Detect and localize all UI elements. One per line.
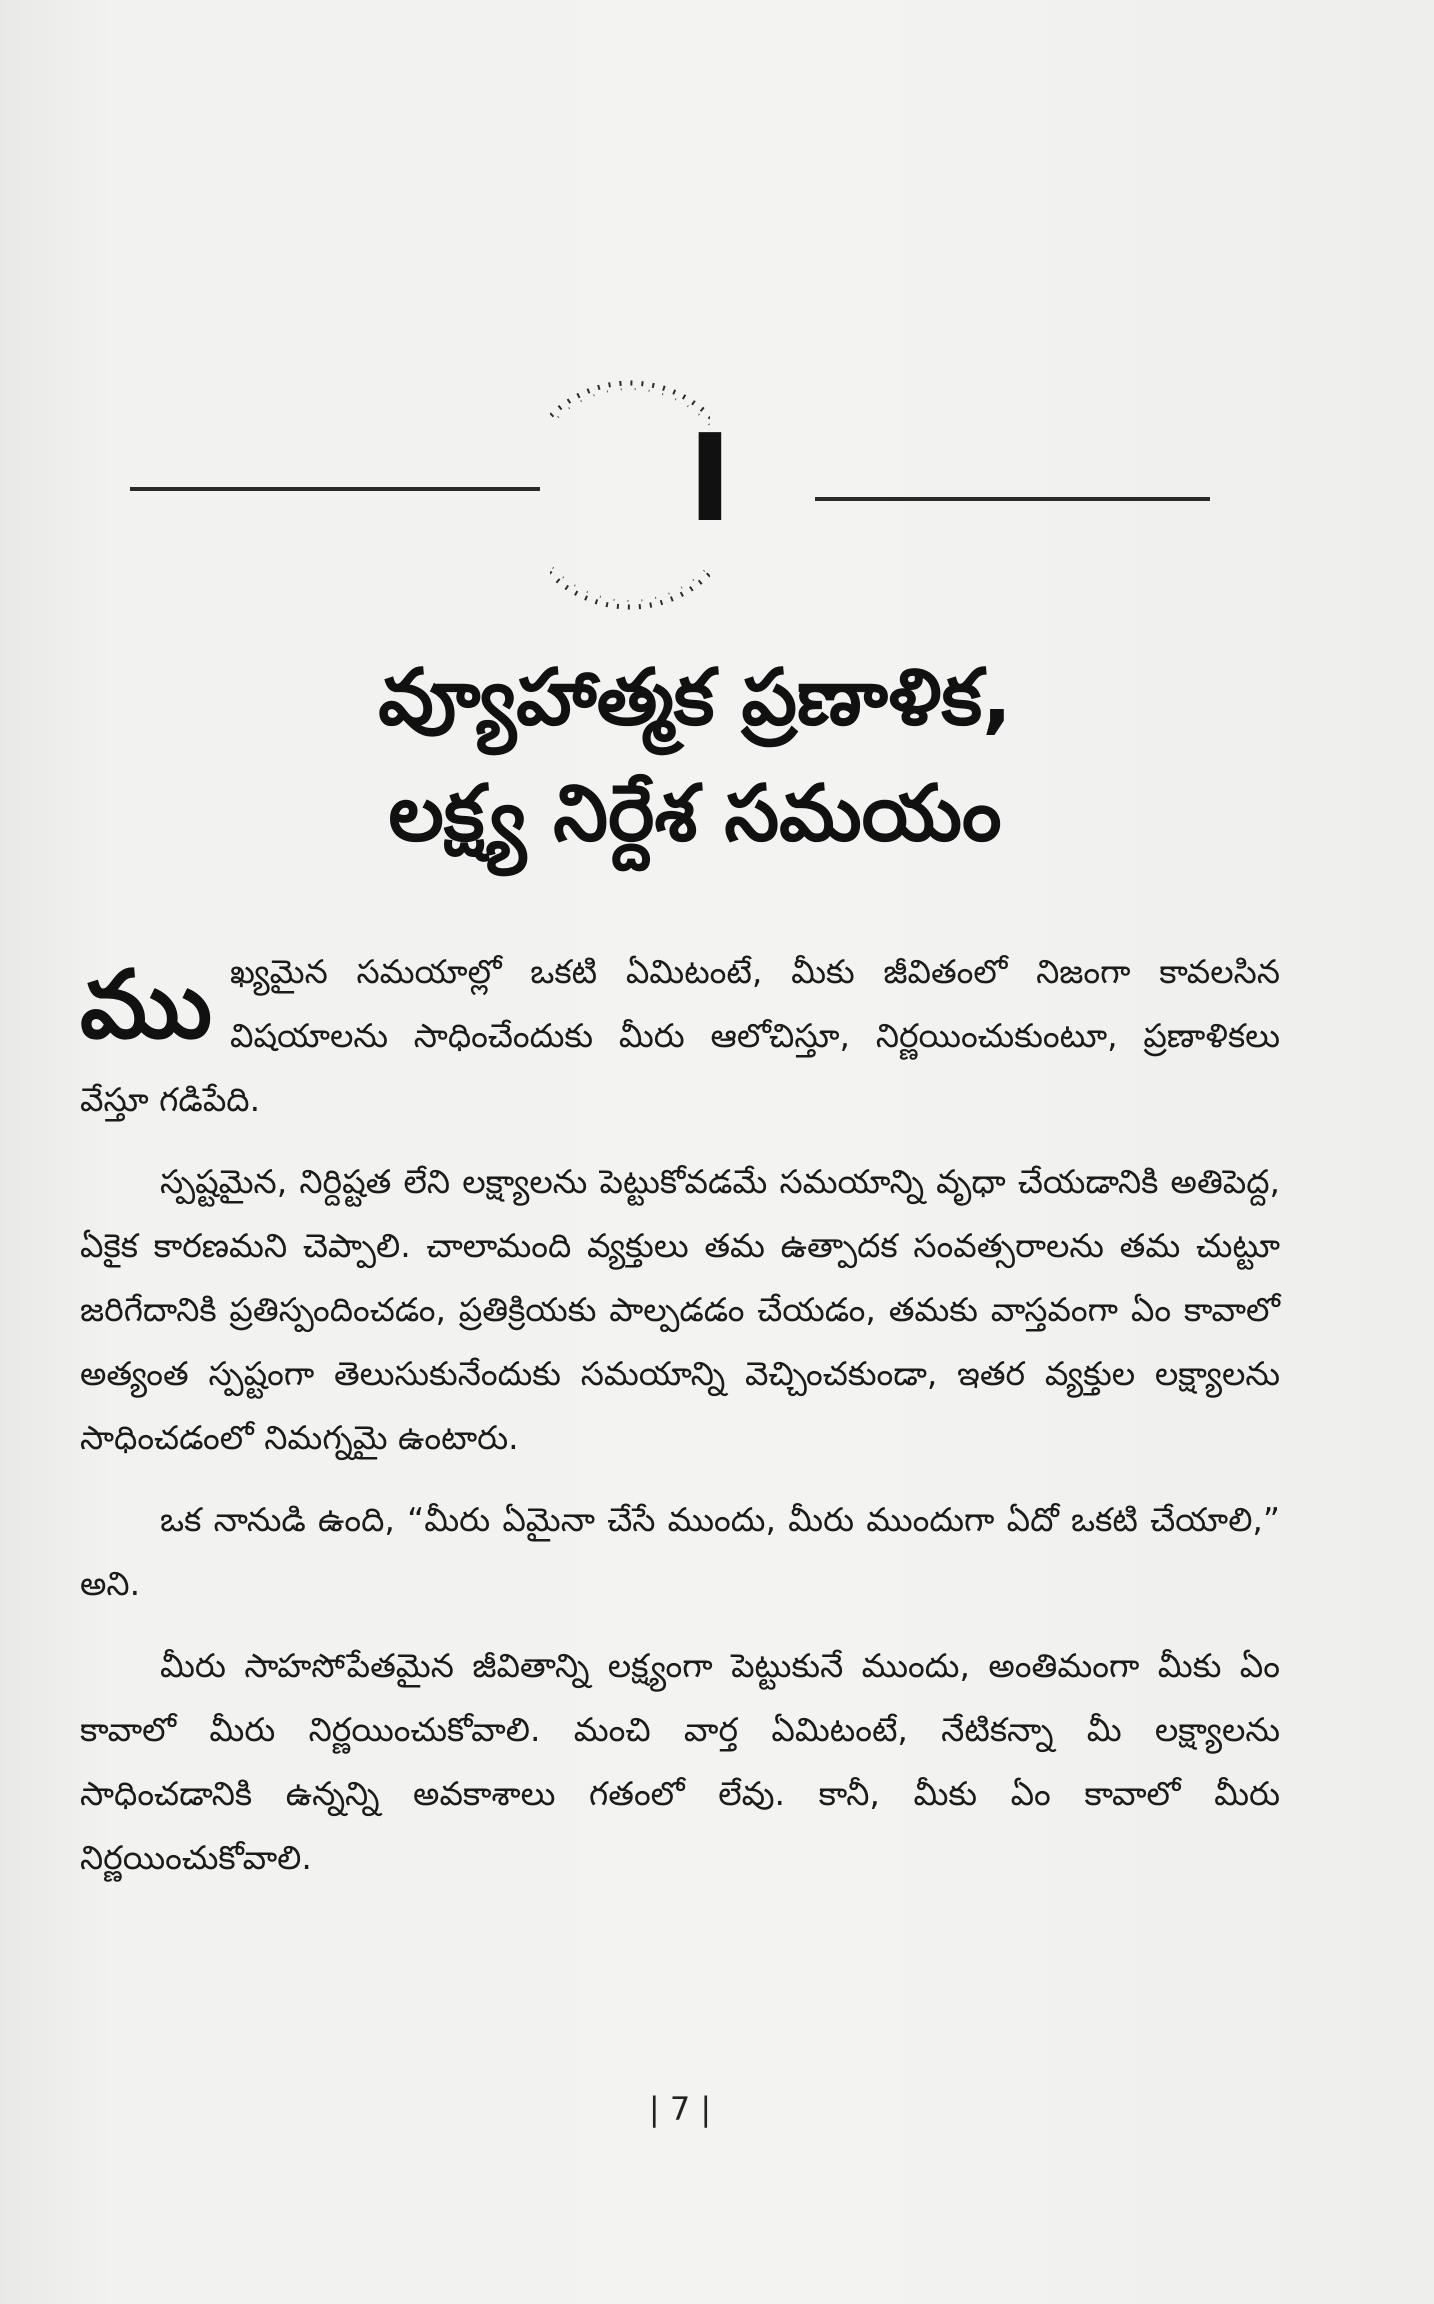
page-number: | 7 | [648,2090,712,2128]
chapter-title-line-1: వ్యూహాత్మక ప్రణాళిక, [378,653,1012,743]
paragraph-2: స్పష్టమైన, నిర్దిష్టత లేని లక్ష్యాలను పెట్టుకోవడమే సమయాన్ని వృధా చేయడానికి అతిపెద్ద, ఏకైక కారణమని చెప్పాలి. చాలామంది వ్యక్తులు తమ ఉత్పాదక సంవత్సరాలను తమ చుట్టూ జరిగేదానికి ప్రతిస్పందించడం, ప్రతిక్రియకు పాల్పడడం చేయడం, తమకు వాస్తవంగా ఏం కావాలో అత్యంత స్పష్టంగా తెలుసుకునేందుకు సమయాన్ని వెచ్చించకుండా, ఇతర వ్యక్తుల లక్ష్యాలను సాధించడంలో నిమగ్నమై ఉంటారు. [80,1162,1280,1457]
paragraph-3: ఒక నానుడి ఉంది, “మీరు ఏమైనా చేసే ముందు, మీరు ముందుగా ఏదో ఒకటి చేయాలి,” అని. [80,1500,1280,1603]
ornament-rule-left [130,487,540,491]
ornament-rule-right [815,497,1210,501]
chapter-body [80,940,1280,1908]
chapter-title-line-2: లక్ష్య నిర్దేశ సమయం [388,769,1002,859]
paragraph-4: మీరు సాహసోపేతమైన జీవితాన్ని లక్ష్యంగా పెట్టుకునే ముందు, అంతిమంగా మీకు ఏం కావాలో మీరు నిర్ణయించుకోవాలి. మంచి వార్త ఏమిటంటే, నేటికన్నా మీ లక్ష్యాలను సాధించడానికి ఉన్నన్ని అవకాశాలు గతంలో లేవు. కానీ, మీకు ఏం కావాలో మీరు నిర్ణయించుకోవాలి. [80,1646,1280,1877]
chapter-number: I [687,410,733,549]
paragraph-1-text: ఖ్యమైన సమయాల్లో ఒకటి ఏమిటంటే, మీకు జీవితంలో నిజంగా కావలసిన విషయాలను సాధించేందుకు మీరు ఆలోచిస్తూ, నిర్ణయించుకుంటూ, ప్రణాళికలు వేస్తూ గడిపేది. [80,952,1280,1119]
chapter-ornament [130,370,1210,620]
chapter-title [150,640,1240,872]
paragraph-1 [80,940,1280,1132]
drop-cap: ము [80,951,212,1060]
